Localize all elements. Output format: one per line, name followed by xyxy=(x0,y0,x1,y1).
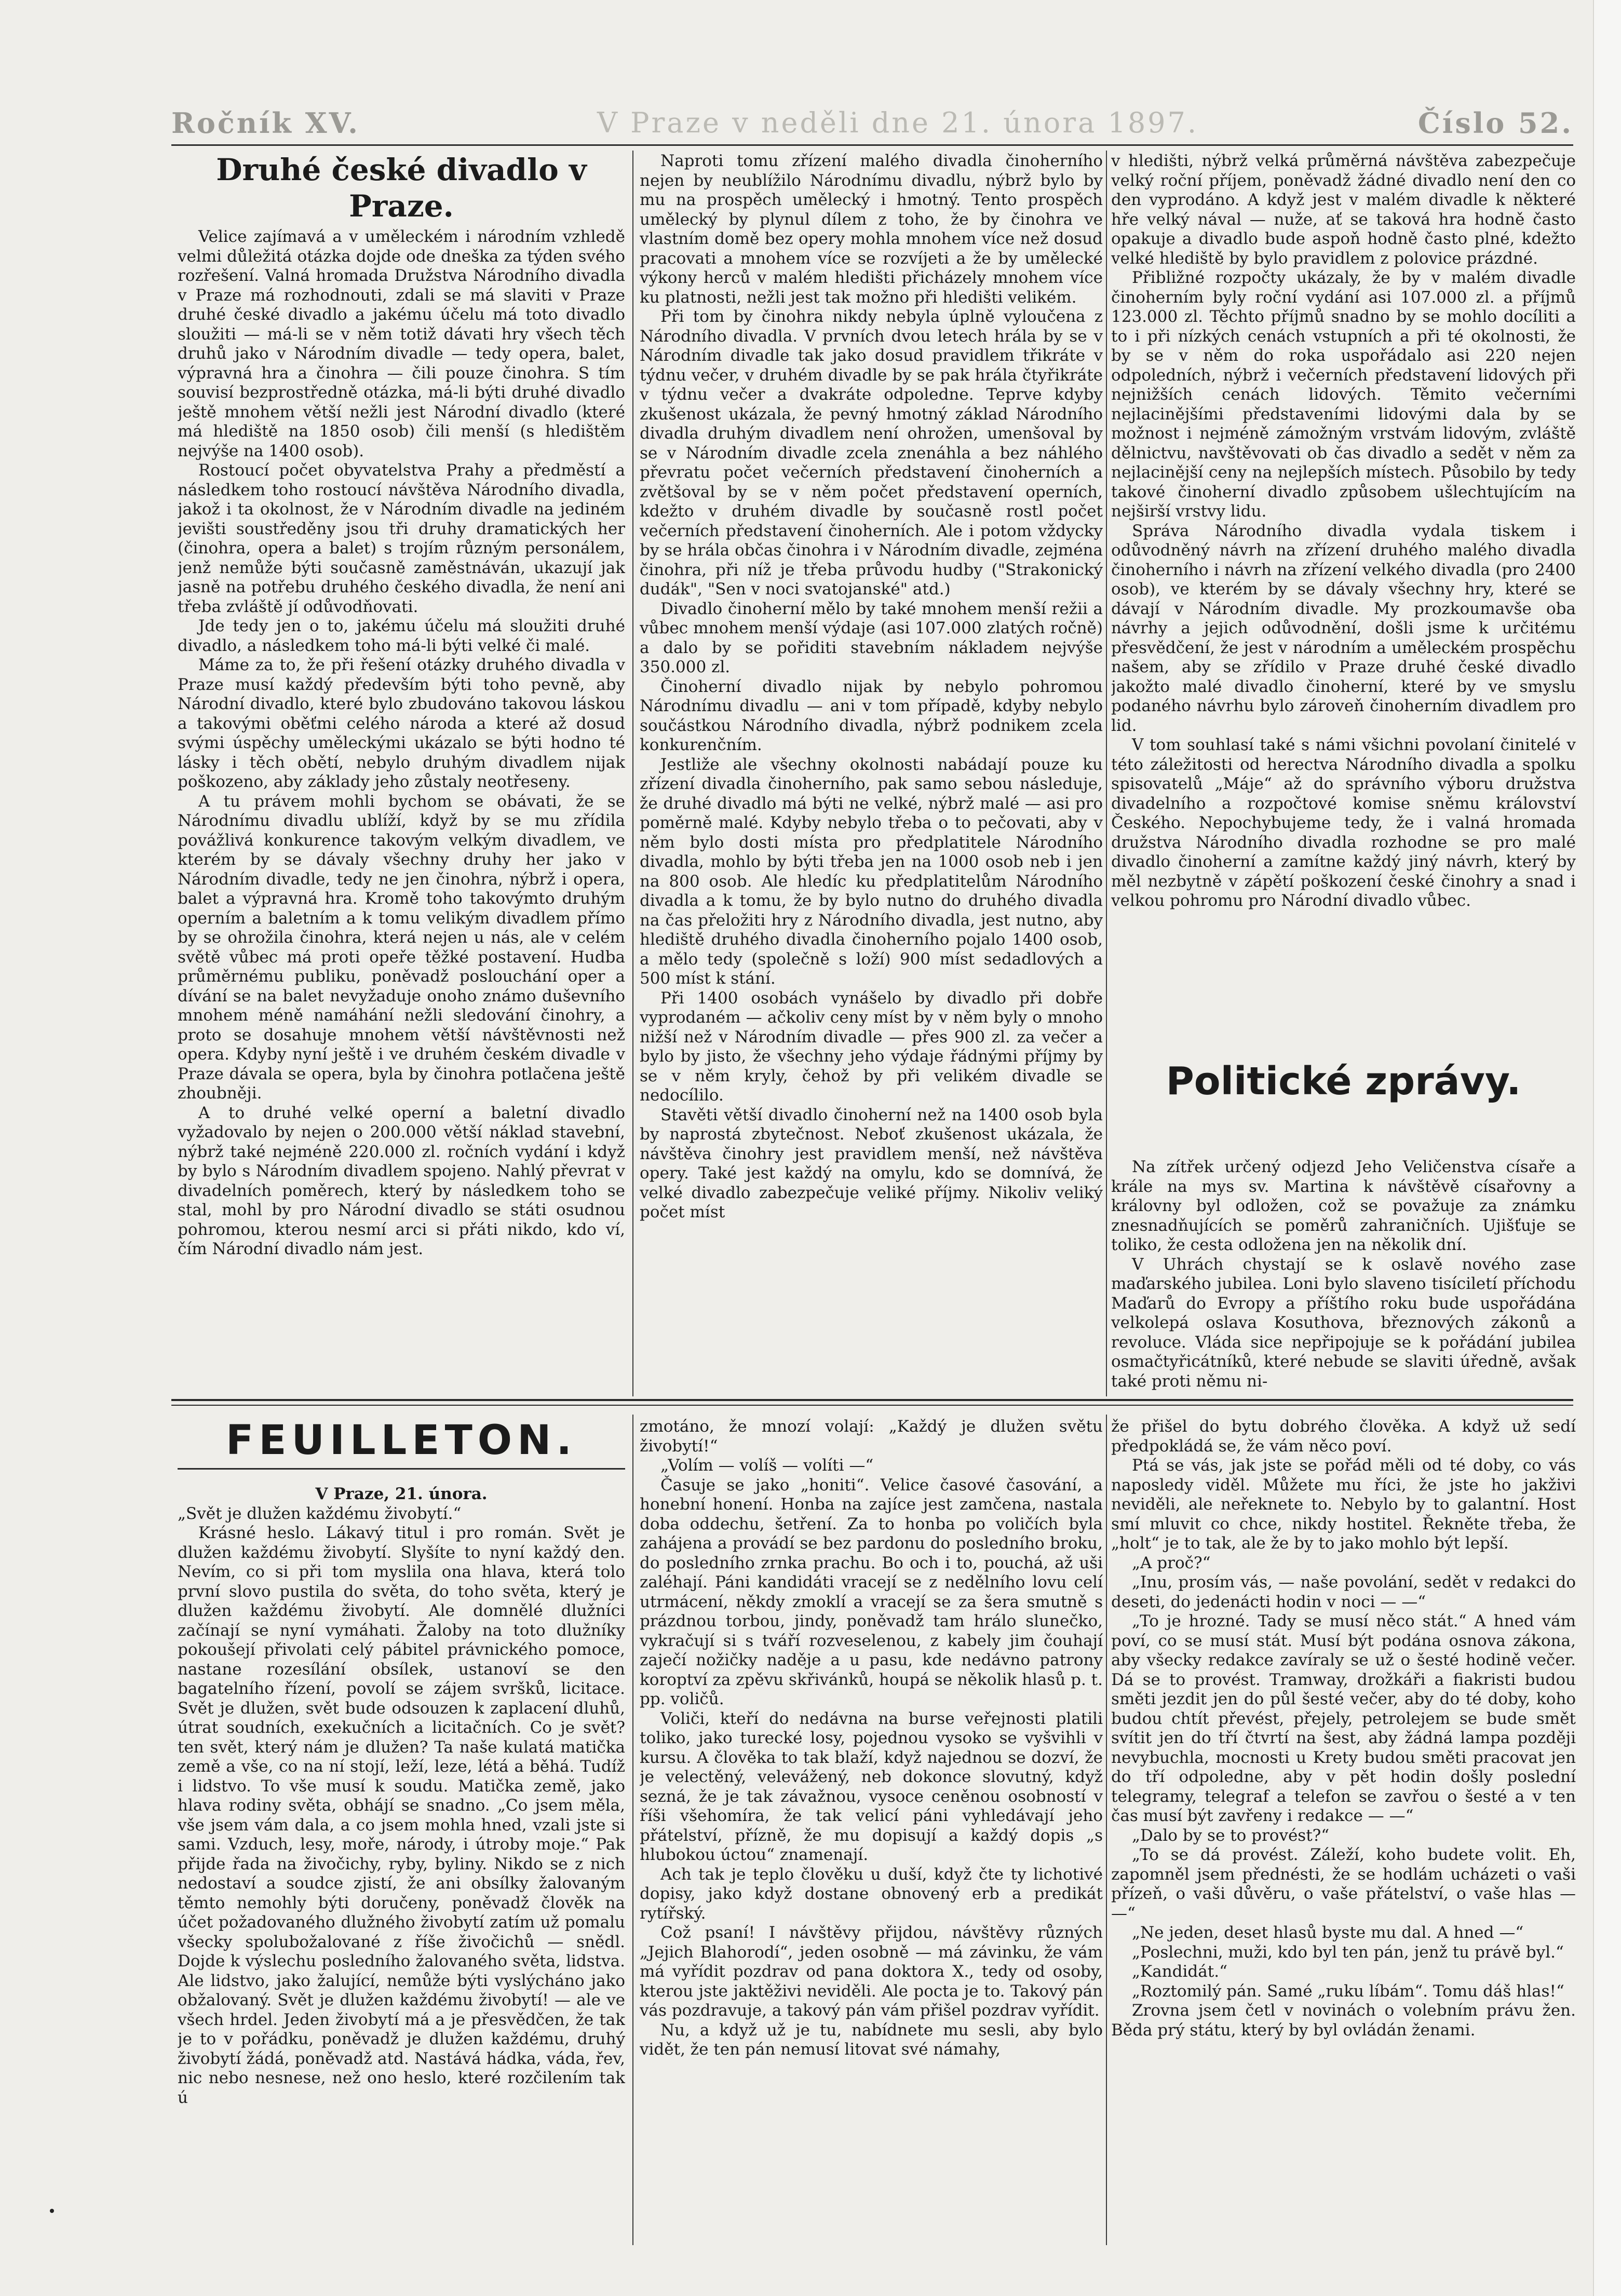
paragraph: Ptá se vás, jak jste se pořád měli od té doby, co vás naposledy viděl. Můžete mu říci, že jste ho jakživi neviděli, ale neřeknete to. Nebylo by to galantní. Host smí mluvit co chce, nikdy hostitel. Řekněte třeba, že „holt“ je to tak, ale že by to jako mohlo být lepší. xyxy=(1111,1456,1576,1553)
paragraph: „Kandidát.“ xyxy=(1132,1962,1227,1981)
paragraph: zmotáno, že mnozí volají: „Každý je dlužen světu živobytí!“ xyxy=(640,1417,1103,1456)
paragraph: A to druhé velké operní a baletní divadlo vyžadovalo by nejen o 200.000 větší náklad stavební, nýbrž také nejméně 220.000 zl. ročních vydání i když by bylo s Národním divadlem spojeno. Nahlý převrat v divadelních poměrech, který by následkem toho se stal, mohl by pro Národní divadlo se státi osudnou pohromou, kterou nesmí arci si přáti nikdo, kdo ví, čím Národní divadlo nám jest. xyxy=(178,1103,625,1258)
paragraph: Divadlo činoherní mělo by také mnohem menší režii a vůbec mnohem menší výdaje (asi 107.000 zlatých ročně) a dalo by se pořiditi stavebním nákladem nejvýše 350.000 zl. xyxy=(640,599,1103,676)
politics-column xyxy=(1111,1158,1576,1391)
paragraph: Voliči, kteří do nedávna na burse veřejnosti platili toliko, jako turecké losy, pojednou vysoko se vyšvihli v kursu. A člověka to tak blaží, když najednou se dozví, že je velectěný, velevážený, neb dokonce slovutný, když sezná, že je tak závažnou, vysoce ceněnou osobností v říši všehomíra, že tak velicí páni vyhledávají jeho přátelství, přízně, že mu dopisují a každý dopis „s hlubokou úctou“ znamenají. xyxy=(640,1709,1103,1864)
paragraph: Činoherní divadlo nijak by nebylo pohromou Národnímu divadlu — ani v tom případě, kdyby nebylo součástkou Národního divadla, nýbrž podnikem zcela konkurenčním. xyxy=(640,677,1103,754)
section-title-politics: Politické zprávy. xyxy=(1166,1059,1521,1104)
paragraph: „Svět je dlužen každému živobytí.“ xyxy=(178,1504,462,1523)
paragraph: Velice zajímavá a v uměleckém i národním vzhledě velmi důležitá otázka dojde ode dneška za týden svého rozřešení. Valná hromada Družstva Národního divadla v Praze má rozhodnouti, zdali se má slaviti v Praze druhé české divadlo a jakému účelu má toto divadlo sloužiti — má-li se v něm totiž dávati hry všech těch druhů jako v Národním divadle — tedy opera, balet, výpravná hra a činohra — čili pouze činohra. S tím souvisí bezprostředně otázka, má-li býti druhé divadlo ještě mnohem větší nežli jest Národní divadlo (které má hlediště na 1850 osob) čili menší (s hledištěm nejvýše na 1400 osob). xyxy=(178,227,625,460)
article-column-1 xyxy=(178,152,625,1387)
ink-speck xyxy=(50,2209,54,2213)
column-rule xyxy=(1106,1415,1107,2245)
scan-edge xyxy=(1593,0,1621,2296)
feuilleton-column-1 xyxy=(178,1485,625,2243)
paragraph: Při 1400 osobách vynášelo by divadlo při dobře vyprodaném — ačkoliv ceny míst by v něm byly o mnoho nižší než v Národním divadle — přes 900 zl. za večer a bylo by jisto, že všechny jeho výdaje řádnými příjmy by se v něm kryly, čehož by při velikém divadle se nedocílilo. xyxy=(640,988,1103,1105)
paragraph: „Roztomilý pán. Samé „ruku líbám“. Tomu dáš hlas!“ xyxy=(1132,1981,1564,2001)
section-title-feuilleton: FEUILLETON. xyxy=(178,1417,625,1470)
feuilleton-divider xyxy=(171,1399,1573,1401)
top-rule xyxy=(171,144,1573,146)
paragraph: Máme za to, že při řešení otázky druhého divadla v Praze musí každý především býti toho pevně, aby Národní divadlo, které bylo zbudováno takovou láskou a takovými oběťmi celého národa a které až dosud svými úspěchy uměleckými ukázalo se býti hodno té lásky i těch obětí, nebylo druhým divadlem nijak poškozeno, aby základy jeho zůstaly neotřeseny. xyxy=(178,656,625,791)
paragraph: Jestliže ale všechny okolnosti nabádají pouze ku zřízení divadla činoherního, pak samo sebou následuje, že druhé divadlo má býti ne velké, nýbrž malé — asi pro poměrně malé. Kdyby nebylo třeba o to pečovati, aby v něm bylo dosti místa pro předplatitele Národního divadla, mohlo by býti třeba jen na 1000 osob neb i jen na 800 osob. Ale hledíc ku předplatitelům Národního divadla a k tomu, že by bylo nutno do druhého divadla na čas přeložiti hry z Národního divadla, jest nutno, aby hlediště druhého divadla činoherního pojalo 1400 osob, a mělo tedy (společně s loží) 900 míst sedadlových a 500 míst k stání. xyxy=(640,755,1103,988)
paragraph: Krásné heslo. Lákavý titul i pro román. Svět je dlužen každému živobytí. Slyšíte to nyní každý den. Nevím, co si při tom myslila ona hlava, která tolo první slovo pustila do světa, do toho světa, který je dlužen každému živobytí. Ale domnělé dlužníci začínají se nyní vymáhati. Žaloby na toto dlužníky pokoušejí přivolati celý pábitel právnického pomoce, nastane rozesílání obsílek, ustanoví se den bagatelního řízení, povolí se zájem svršků, licitace. Svět je dlužen, svět bude odsouzen k zaplacení dluhů, útrat soudních, exekučních a licitačních. Co je svět? ten svět, který nám je dlužen? Ta naše kulatá matička země a vše, co na ní stojí, leží, leze, létá a běhá. Tudíž i lidstvo. To vše musí k soudu. Matička země, jako hlava rodiny světa, obhájí se snadno. „Co jsem měla, vše jsem vám dala, a co jsem mohla hned, vzali jste si sami. Vzduch, lesy, moře, národy, i útroby moje.“ Pak přijde řada na živočichy, ryby, byliny. Nikdo se z nich nedostaví a soudce zjistí, že ani obsílky žalovaným těmto nemohly býti doručeny, poněvadž člověk na účet požadovaného dlužného živobytí zatím už pomalu všecky spolubožalované z říše živočichů — snědl. Dojde k výslechu posledního žalovaného světa, lidstva. Ale lidstvo, jako žalující, nemůže býti vyslýcháno jako obžalovaný. Svět je dlužen každému živobytí! — ale ve všech hrdel. Jeden živobytí má a je přesvědčen, že tak je to v pořádku, poněvadž je dlužen každému, druhý živobytí žádá, poněvadž atd. Nastává hádka, váda, řev, nic nebo nesnese, než ono heslo, které rozčilením tak ú xyxy=(178,1524,625,2107)
paragraph: Ach tak je teplo člověku u duší, když čte ty lichotivé dopisy, jako když dostane obnovený erb a predikát rytířský. xyxy=(640,1865,1103,1923)
paragraph: v hledišti, nýbrž velká průměrná návštěva zabezpečuje velký roční příjem, poněvadž žádné divadlo není den co den vyprodáno. A když jest v malém divadle k některé hře velký nával — nuže, ať se taková hra hodně často opakuje a divadlo bude aspoň hodně často plné, kdežto velké hlediště by bylo pravidlem z polovice prázdné. xyxy=(1111,152,1576,268)
paragraph: Stavěti větší divadlo činoherní než na 1400 osob byla by naprostá zbytečnost. Neboť zkušenost ukázala, že návštěva činohry jest pravidlem menší, než návštěva opery. Také jest každý na omylu, kdo se domnívá, že velké divadlo zabezpečuje veliké příjmy. Nikoliv veliký počet míst xyxy=(640,1105,1103,1221)
feuilleton-divider xyxy=(171,1405,1573,1406)
paragraph: V tom souhlasí také s námi všichni povolaní činitelé v této záležitosti od herectva Národního divadla a spolku spisovatelů „Máje“ až do správního výboru družstva divadelního a rozpočtové komise sněmu království Českého. Nepochybujeme tedy, že i valná hromada družstva Národního divadla rozhodne se pro malé divadlo činoherní a zamítne každý jiný návrh, který by měl nezbytně v zápětí poškození české činohry a snad i velkou pohromu pro Národní divadlo vůbec. xyxy=(1111,736,1576,910)
feuilleton-column-2 xyxy=(640,1417,1103,2243)
column-rule xyxy=(632,1415,633,2245)
paragraph: Časuje se jako „honiti“. Velice časové časování, a honební honení. Honba na zajíce jest zamčena, nastala doba oddechu, šetření. Za to honba po voličích byla zahájena a provádí se bez pardonu do posledního broku, do posledního zrnka prachu. Bo och i to, pouchá, až uši zaléhají. Páni kandidáti vracejí se z nedělního lovu celí utrmácení, někdy zmoklí a vracejí se za šera smutně s prázdnou torbou, jindy, poněvadž tam hrálo slunečko, vykračují si s tváří rozveselenou, z kabely jim čouhají zaječí nožičky naděje a u pasu, kde nedávno patrony koroptví za zpěvu skřivánků, houpá se několik hlasů p. t. pp. voličů. xyxy=(640,1475,1103,1708)
issue-number: Číslo 52. xyxy=(1417,106,1573,140)
masthead-line xyxy=(171,106,1573,153)
date-label: V Praze v neděli dne 21. února 1897. xyxy=(597,106,1199,139)
paragraph: Naproti tomu zřízení malého divadla činoherního nejen by neublížilo Národnímu divadlu, nýbrž bylo by mu na prospěch umělecký i hmotný. Tento prospěch umělecký by plynul dílem z toho, že by činohra ve vlastním domě bez opery mohla mnohem více než dosud pracovati a mnohem více se rozvíjeti a že by umělecké výkony herců v malém hledišti přicházely mnohem více ku platnosti, nežli jest tak možno při hledišti velikém. xyxy=(640,152,1103,307)
paragraph: „Inu, prosím vás, — naše povolání, sedět v redakci do deseti, do jedenácti hodin v noci — —“ xyxy=(1111,1573,1576,1611)
paragraph: „Volím — volíš — volíti —“ xyxy=(660,1456,874,1475)
paragraph: „To se dá provést. Záleží, koho budete volit. Eh, zapomněl jsem přednésti, že se hodlám ucházeti o vaši přízeň, o vaši důvěru, o vaše přátelství, o vaše hlas — —“ xyxy=(1111,1845,1576,1923)
column-rule xyxy=(632,151,633,1396)
paragraph: Jde tedy jen o to, jakému účelu má sloužiti druhé divadlo, a následkem toho má-li býti velké či malé. xyxy=(178,617,625,655)
paragraph: „To je hrozné. Tady se musí něco stát.“ A hned vám poví, co se musí stát. Musí být podána osnova zákona, aby všecky redakce zavíraly se už o šesté hodině večer. Dá se to provést. Tramway, drožkáři a fiakristi budou směti jezdit jen do půl šesté večer, aby do té doby, koho budou chtít převést, přejely, petrolejem se bude smět svítit jen do tří čtvrtí na šest, aby žádná lampa později nevybuchla, mocnosti u Krety budou směti pracovat jen do tří odpoledne, aby v pět hodin došly poslední telegramy, telegraf a telefon se zavřou o šesté a v ten čas musí být zavřeny i redakce — —“ xyxy=(1111,1612,1576,1825)
article-column-3 xyxy=(1111,152,1576,1013)
paragraph: Správa Národního divadla vydala tiskem i odůvodněný návrh na zřízení druhého malého divadla činoherního i návrh na zřízení velkého divadla (pro 2400 osob), ve kterém by se dávaly všechny hry, které se dávají v Národním divadle. My prozkoumavše oba návrhy a jejich odůvodnění, došli jsme k určitému přesvědčení, že jest v národním a uměleckém prospěchu našem, aby se zřídilo v Praze druhé české divadlo jakožto malé divadlo činoherní, které by ve smyslu podaného návrhu bylo zároveň činoherním divadlem pro lid. xyxy=(1111,521,1576,735)
paragraph: Což psaní! I návštěvy přijdou, návštěvy různých „Jejich Blahorodí“, jeden osobně — má závinku, že vám má vyřídit pozdrav od pana doktora X., tedy od osoby, kterou jste jaktěživi neviděli. Ale pocta je to. Takový pán vás pozdravuje, a takový pán vám přišel pozdrav vyřídit. xyxy=(640,1923,1103,2020)
feuilleton-column-3 xyxy=(1111,1417,1576,2243)
article-title: Druhé české divadlo v Praze. xyxy=(216,152,587,224)
article-column-2 xyxy=(640,152,1103,1387)
paragraph: V Uhrách chystají se k oslavě nového zase maďarského jubilea. Loni bylo slaveno tisíciletí příchodu Maďarů do Evropy a příštího roku bude uspořádána velkolepá oslava Kosuthova, březnových zákonů a revoluce. Vláda sice nepřipojuje se k pořádání jubilea osmačtyřicátníků, které nebude se slaviti úředně, avšak také proti němu ni- xyxy=(1111,1255,1576,1391)
paragraph: A tu právem mohli bychom se obávati, že se Národnímu divadlu ublíží, když by se mu zřídila povážlivá konkurence takovým velkým divadlem, ve kterém by se dávaly všechny druhy her jako v Národním divadle, tedy ne jen činohra, nýbrž i opera, balet a výpravná hra. Kromě toho takovýmto druhým operním a baletním a k tomu velikým divadlem přímo by se ohrožila činohra, která nejen u nás, ale v celém světě vůbec má proti opeře těžké postavení. Hudba průměrnému publiku, poněvadž poslouchání oper a dívání se na balet nevyžaduje onoho známo duševního mnohem méně namáhání nežli sledování činohry, a proto se dosahuje mnohem větší návštěvnosti než opera. Kdyby nyní ještě i ve druhém českém divadle v Praze dávala se opera, byla by činohra potlačena ještě zhoubněji. xyxy=(178,792,625,1103)
paragraph: Nu, a když už je tu, nabídnete mu sesli, aby bylo vidět, že ten pán nemusí litovat své námahy, xyxy=(640,2020,1103,2059)
paragraph: Přibližné rozpočty ukázaly, že by v malém divadle činoherním byly roční vydání asi 107.000 zl. a příjmů 123.000 zl. Těchto příjmů snadno by se mohlo docíliti a to i při nízkých cenách vstupních a při té okolnosti, že by se v něm do roka uspořádalo asi 220 nejen odpoledních, nýbrž i večerních představení lidových při nejnižších cenách lidových. Těmito večerními nejlacinějšími představeními lidovými dala by se možnost i nejméně zámožným vrstvám lidovým, zvláště dělnictvu, navštěvovati ob čas divadlo a sedět v něm za nejlacinější ceny na nejlepších místech. Působilo by tedy takové činoherní divadlo způsobem ušlechtujícím na nejširší vrstvy lidu. xyxy=(1111,268,1576,521)
paragraph: Rostoucí počet obyvatelstva Prahy a předměstí a následkem toho rostoucí návštěva Národního divadla, jakož i ta okolnost, že v Národním divadle na jediném jevišti soustředěny jsou tři druhy dramatických her (činohra, opera a balet) s trojím různým personálem, jenž nemůže býti současně zaměstnáván, ukazují jak jasně na potřebu druhého českého divadla, že není ani třeba zvláště jí odůvodňovati. xyxy=(178,461,625,616)
paragraph: „Ne jeden, deset hlasů byste mu dal. A hned —“ xyxy=(1132,1923,1524,1942)
paragraph: „Poslechni, muži, kdo byl ten pán, jenž tu právě byl.“ xyxy=(1132,1942,1564,1962)
paragraph: „A proč?“ xyxy=(1132,1553,1211,1572)
volume-label: Ročník XV. xyxy=(171,106,360,140)
column-rule xyxy=(1106,151,1107,1396)
dateline: V Praze, 21. února. xyxy=(315,1485,488,1503)
paragraph: že přišel do bytu dobrého člověka. A když už sedí předpokládá se, že vám něco poví. xyxy=(1111,1417,1576,1456)
paragraph: „Dalo by se to provést?“ xyxy=(1132,1826,1330,1845)
paragraph: Při tom by činohra nikdy nebyla úplně vyloučena z Národního divadla. V prvních dvou letech hrála by se v Národním divadle tak jako dosud pravidlem třikráte v týdnu večer, v druhém divadle by se pak hrála čtyřikráte v týdnu večer a dvakráte odpoledne. Teprve kdyby zkušenost ukázala, že pevný hmotný základ Národního divadla druhým divadlem není ohrožen, umenšoval by se v Národním divadle zcela znenáhla a bez náhlého převratu počet večerních představení činoherních a zvětšoval by se v něm počet představení operních, kdežto v druhém divadle by současně rostl počet večerních představení činoherních. Ale i potom vždycky by se hrála občas činohra i v Národním divadle, zejména činohra, při níž je třeba průvodu hudby ("Strakonický dudák", "Sen v noci svatojanské" atd.) xyxy=(640,307,1103,599)
paragraph: Na zítřek určený odjezd Jeho Veličenstva císaře a krále na mys sv. Martina k návštěvě císařovny a královny byl odložen, což se považuje za známku znesnadňujících se poměrů zahraničních. Ujišťuje se toliko, že cesta odložena jen na několik dní. xyxy=(1111,1158,1576,1254)
paragraph: Zrovna jsem četl v novinách o volebním právu žen. Běda prý státu, který by byl ovládán ženami. xyxy=(1111,2001,1576,2040)
